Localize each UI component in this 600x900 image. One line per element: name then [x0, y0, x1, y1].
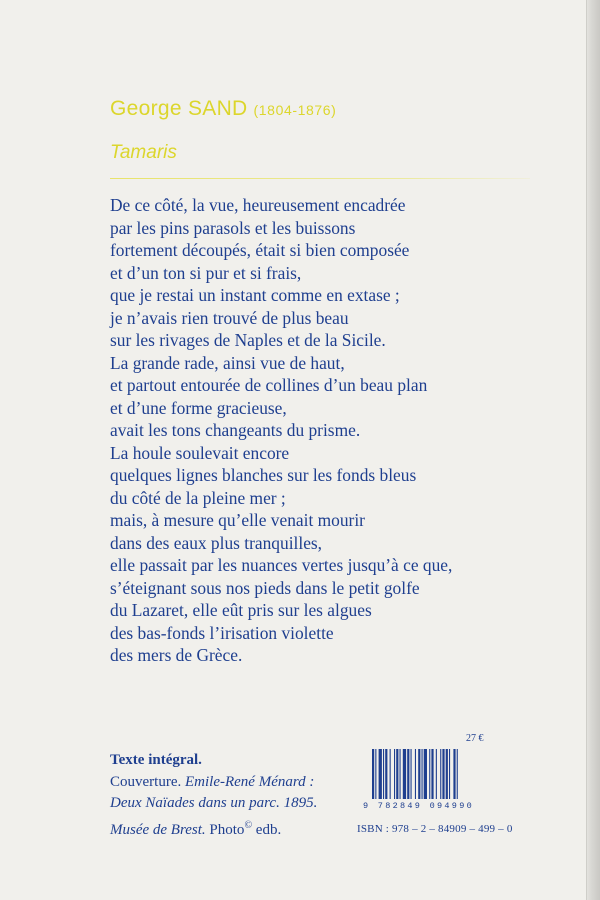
barcode-image: [372, 749, 486, 799]
poem-line: dans des eaux plus tranquilles,: [110, 532, 323, 553]
cover-credit-line-1: [110, 772, 350, 794]
poem-line: des mers de Grèce.: [110, 645, 243, 665]
barcode-bar: [453, 749, 455, 799]
author-dates: (1804-1876): [253, 102, 337, 118]
artwork-title: Deux Naïades dans un parc. 1895.: [110, 795, 318, 811]
poem-line: avait les tons changeants du prisme.: [110, 420, 361, 440]
painter-name: Emile-René Ménard :: [184, 773, 315, 790]
poem-line: elle passait par les nuances vertes jusqu’à ce que,: [110, 555, 453, 575]
barcode-bar: [379, 749, 382, 799]
poem-line: et d’une forme gracieuse,: [110, 397, 287, 418]
couverture-label: Couverture.: [110, 773, 182, 790]
poem-line: sur les rivages de Naples et de la Sicile.: [110, 330, 386, 350]
barcode-bar: [431, 749, 433, 799]
barcode-bar: [407, 749, 409, 799]
poem-line: et d’un ton si pur et si frais,: [110, 262, 302, 283]
poem-line: La grande rade, ainsi vue de haut,: [110, 352, 345, 373]
barcode-bar: [418, 749, 420, 799]
author-name: George SAND: [110, 97, 248, 120]
barcode-bar: [372, 749, 374, 799]
barcode-bar: [449, 749, 450, 799]
poem-line: du Lazaret, elle eût pris sur les algues: [110, 600, 372, 620]
poem-line: que je restai un instant comme en extase ;: [110, 285, 400, 305]
author-line: [110, 97, 336, 121]
poem-line: par les pins parasols et les buissons: [110, 217, 356, 238]
page-edge: [586, 0, 600, 900]
texte-integral-label: Texte intégral.: [110, 752, 202, 768]
barcode-bar: [429, 749, 430, 799]
poem-line: quelques lignes blanches sur les fonds bleus: [110, 465, 417, 485]
photo-credit: edb.: [255, 821, 282, 838]
poem-line: fortement découpés, était si bien composée: [110, 240, 410, 260]
barcode-bar: [375, 749, 376, 799]
copyright-symbol: ©: [244, 819, 253, 831]
barcode-bar: [457, 749, 458, 799]
cover-credit-line-3: [110, 815, 350, 842]
cover-credits: [110, 750, 350, 841]
poem-line: je n’avais rien trouvé de plus beau: [110, 307, 349, 328]
barcode-digits: 9 782849 094990: [363, 801, 475, 811]
barcode-bar: [424, 749, 427, 799]
photo-label: Photo: [209, 821, 245, 838]
poem-line: mais, à mesure qu’elle venait mourir: [110, 510, 365, 530]
barcode-bar: [411, 749, 412, 799]
barcode-bar: [385, 749, 387, 799]
title-divider: [110, 178, 530, 179]
isbn-label: ISBN : 978 – 2 – 84909 – 499 – 0: [357, 823, 513, 835]
barcode-bar: [442, 749, 444, 799]
barcode-bar: [440, 749, 441, 799]
barcode-bar: [436, 749, 437, 799]
poem-line: s’éteignant sous nos pieds dans le petit golfe: [110, 577, 420, 598]
poem-line: et partout entourée de collines d’un beau plan: [110, 375, 428, 395]
poem-line: La houle soulevait encore: [110, 442, 290, 463]
barcode-bar: [415, 749, 416, 799]
barcode-bar: [446, 749, 448, 799]
poem-line: du côté de la pleine mer ;: [110, 487, 286, 508]
museum-name: Musée de Brest.: [110, 821, 206, 838]
barcode-bar: [400, 749, 401, 799]
barcode-bar: [396, 749, 398, 799]
barcode-bar: [422, 749, 423, 799]
poem-line: des bas-fonds l’irisation violette: [110, 622, 334, 643]
barcode-bar: [383, 749, 384, 799]
barcode-bar: [403, 749, 406, 799]
spine-line: [586, 0, 587, 900]
barcode-bar: [390, 749, 391, 799]
barcode-bar: [394, 749, 395, 799]
price-label: 27 €: [466, 733, 484, 744]
poem-line: De ce côté, la vue, heureusement encadrée: [110, 195, 406, 215]
poem-excerpt: [110, 194, 550, 667]
book-title: Tamaris: [110, 142, 177, 163]
